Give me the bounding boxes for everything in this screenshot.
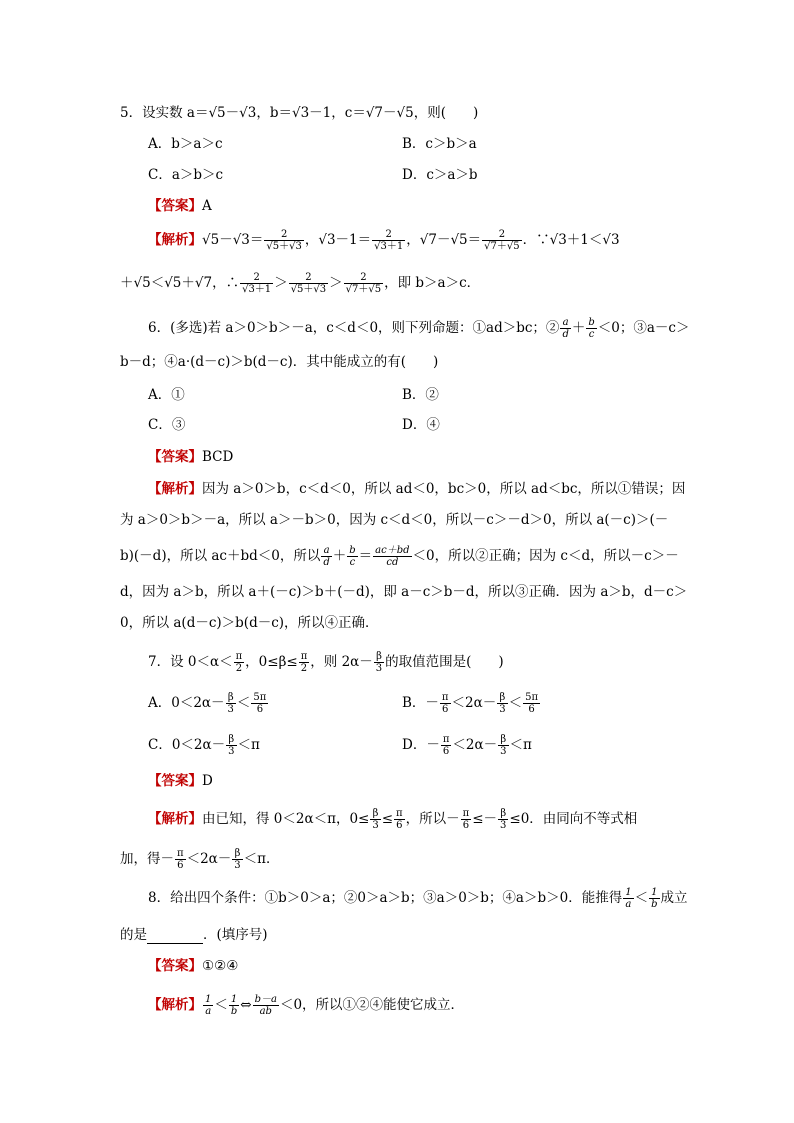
fraction: $\frac{2}{√3+1}$ <box>374 229 404 252</box>
fraction: $\frac{2}{√3+1}$ <box>242 272 272 295</box>
q5-option-b: B．c＞b＞a <box>402 136 477 152</box>
q8-analysis: 【解析】 $\frac{1}{a}$ ＜ $\frac{1}{b}$ ⇔ $\frac{b-a}{ab}$ ＜0，所以①②④能使它成立． <box>148 994 465 1017</box>
q8-stem-line-2: 的是 ．(填序号) <box>120 927 268 943</box>
q6-option-c: C．③ <box>148 417 186 433</box>
q7-analysis-line-2: 加，得－ $\frac{\pi}{6}$ ＜2α－ $\frac{\beta}{3}$ ＜π． <box>120 848 280 871</box>
q5-option-c: C．a＞b＞c <box>148 167 224 183</box>
fraction: $\frac{ac+bd}{cd}$ <box>375 545 410 568</box>
q7-option-a: A．0＜2α－ $\frac{\beta}{3}$ ＜ $\frac{5\pi}{6}$ <box>148 692 267 715</box>
analysis-tag: 【解析】 <box>148 811 202 827</box>
fraction: $\frac{\pi}{6}$ <box>462 808 470 831</box>
fraction: $\frac{1}{a}$ <box>625 887 632 910</box>
fraction: $\frac{1}{b}$ <box>651 887 658 910</box>
q5-stem: 5．设实数 a＝√5－√3，b＝√3－1，c＝√7－√5，则( ) <box>120 105 479 121</box>
fraction: $\frac{\beta}{3}$ <box>227 692 234 715</box>
q5-option-d: D．c＞a＞b <box>402 167 478 183</box>
fraction: $\frac{\pi}{6}$ <box>177 848 184 871</box>
q5-analysis-line-2: ＋√5＜√5＋√7，∴ $\frac{2}{√3+1}$ ＞ $\frac{2}{√5+√3}$ ＞ $\frac{2}{√7+√5}$ ，即 b＞a＞c． <box>120 272 481 295</box>
fraction: $\frac{5\pi}{6}$ <box>525 692 539 715</box>
fraction: $\frac{\pi}{2}$ <box>235 651 243 674</box>
fraction: $\frac{1}{b}$ <box>230 994 238 1017</box>
q6-option-d: D．④ <box>402 417 440 433</box>
q6-stem-line-2: b－d；④a·(d－c)＞b(d－c)．其中能成立的有( ) <box>120 354 439 370</box>
fraction: $\frac{\beta}{3}$ <box>228 734 235 757</box>
q6-analysis-line-1: 【解析】因为 a＞0＞b，c＜d＜0，所以 ad＜0，bc＞0，所以 ad＜bc，所以①错误；因 <box>148 481 686 497</box>
fraction: $\frac{\beta}{3}$ <box>375 651 383 674</box>
analysis-tag: 【解析】 <box>148 481 202 497</box>
fraction: $\frac{\beta}{3}$ <box>234 848 241 871</box>
q6-analysis-line-2: 为 a＞0＞b＞－a，所以 a＞－b＞0，因为 c＜d＜0，所以－c＞－d＞0，所以 a(－c)＞(－ <box>120 512 669 528</box>
fraction: $\frac{2}{√7+√5}$ <box>484 229 520 252</box>
fraction: $\frac{a}{d}$ <box>323 545 330 568</box>
fraction: $\frac{2}{√5+√3}$ <box>290 272 327 295</box>
answer-tag: 【答案】 <box>148 198 202 214</box>
fraction: $\frac{\pi}{2}$ <box>300 651 308 674</box>
answer-blank[interactable] <box>147 931 203 944</box>
q7-stem: 7．设 0＜α＜ $\frac{\pi}{2}$ ，0≤β≤ $\frac{\pi}{2}$ ，则 2α－ $\frac{\beta}{3}$ 的取值范围是( ) <box>148 651 504 674</box>
q6-analysis-line-3: b)(－d)，所以 ac＋bd＜0，所以 $\frac{a}{d}$ ＋ $\frac{b}{c}$ ＝ $\frac{ac+bd}{cd}$ ＜0，所以②正确；因为 c＜d，所以－c＞－ <box>120 545 679 568</box>
q7-option-c: C．0＜2α－ $\frac{\beta}{3}$ ＜π <box>148 734 260 757</box>
q6-answer: 【答案】BCD <box>148 449 234 465</box>
q6-option-a: A．① <box>148 387 185 403</box>
fraction: $\frac{\pi}{6}$ <box>396 808 403 831</box>
fraction: $\frac{2}{√7+√5}$ <box>345 272 382 295</box>
analysis-tag: 【解析】 <box>148 232 202 248</box>
q6-analysis-line-4: d，因为 a＞b，所以 a＋(－c)＞b＋(－d)，即 a－c＞b－d，所以③正确．因为 a＞b，d－c＞ <box>120 584 688 600</box>
fraction: $\frac{b}{c}$ <box>349 545 356 568</box>
fraction: $\frac{b-a}{ab}$ <box>254 994 277 1017</box>
q5-option-a: A．b＞a＞c <box>148 136 223 152</box>
q7-option-b: B．－ $\frac{\pi}{6}$ ＜2α－ $\frac{\beta}{3}$ ＜ $\frac{5\pi}{6}$ <box>402 692 539 715</box>
fraction: $\frac{\beta}{3}$ <box>372 808 379 831</box>
q6-analysis-line-5: 0，所以 a(d－c)＞b(d－c)，所以④正确． <box>120 615 379 631</box>
fraction: $\frac{5\pi}{6}$ <box>253 692 267 715</box>
q7-analysis-line-1: 【解析】由已知，得 0＜2α＜π，0≤ $\frac{\beta}{3}$ ≤ $\frac{\pi}{6}$ ，所以－ $\frac{\pi}{6}$ ≤－ $\frac{\beta}{3}$ ≤0．由同向不等式相 <box>148 808 638 831</box>
fraction: $\frac{\pi}{6}$ <box>441 692 449 715</box>
analysis-tag: 【解析】 <box>148 997 202 1013</box>
fraction: $\frac{\pi}{6}$ <box>442 734 450 757</box>
q6-stem-line-1: 6．(多选)若 a＞0＞b＞－a，c＜d＜0，则下列命题：①ad＞bc；② $\frac{a}{d}$ ＋ $\frac{b}{c}$ ＜0；③a－c＞ <box>148 317 690 340</box>
q7-answer: 【答案】D <box>148 773 213 789</box>
fraction: $\frac{\beta}{3}$ <box>499 692 506 715</box>
fraction: $\frac{a}{d}$ <box>562 317 569 340</box>
q5-answer: 【答案】A <box>148 198 212 214</box>
answer-tag: 【答案】 <box>148 773 202 789</box>
answer-tag: 【答案】 <box>148 449 202 465</box>
q7-option-d: D．－ $\frac{\pi}{6}$ ＜2α－ $\frac{\beta}{3}$ ＜π <box>402 734 532 757</box>
fraction: $\frac{b}{c}$ <box>588 317 595 340</box>
fraction: $\frac{\beta}{3}$ <box>500 808 507 831</box>
q8-answer: 【答案】①②④ <box>148 958 239 974</box>
fraction: $\frac{2}{√5+√3}$ <box>266 229 302 252</box>
fraction: $\frac{\beta}{3}$ <box>500 734 507 757</box>
q6-option-b: B．② <box>402 387 439 403</box>
fraction: $\frac{1}{a}$ <box>205 994 212 1017</box>
q8-stem-line-1: 8．给出四个条件：①b＞0＞a；②0＞a＞b；③a＞0＞b；④a＞b＞0．能推得 $\frac{1}{a}$ ＜ $\frac{1}{b}$ 成立 <box>148 887 688 910</box>
q5-analysis-line-1: 【解析】√5－√3＝ $\frac{2}{√5+√3}$ ，√3－1＝ $\frac{2}{√3+1}$ ，√7－√5＝ $\frac{2}{√7+√5}$ ．∵√3＋1＜√3 <box>148 229 620 252</box>
answer-tag: 【答案】 <box>148 958 202 974</box>
